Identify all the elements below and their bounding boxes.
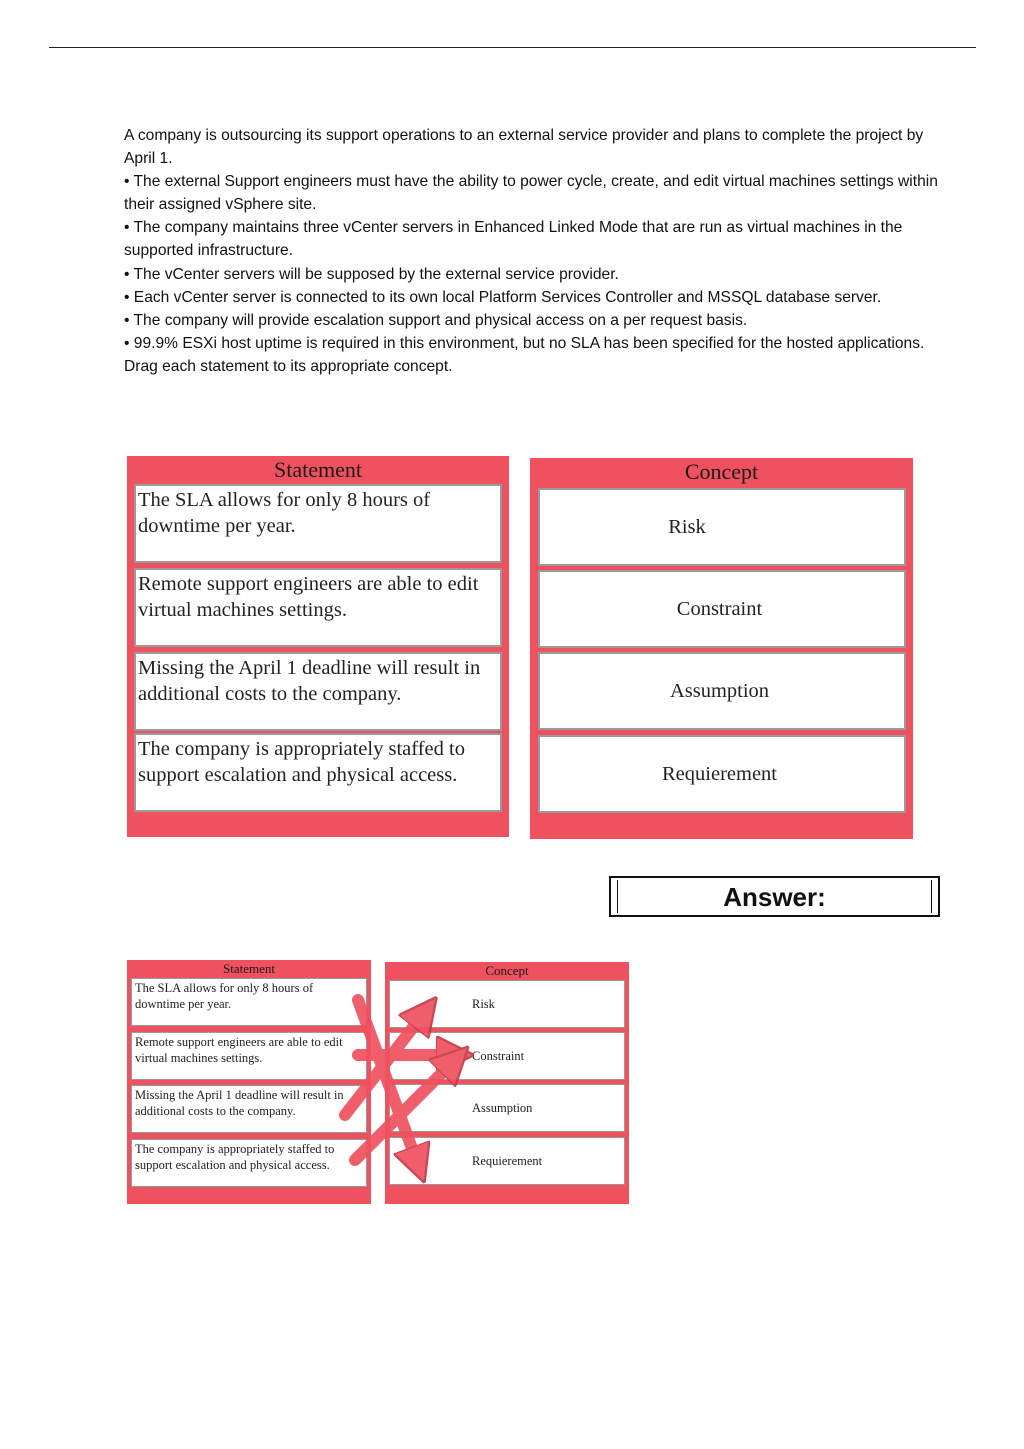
question-line: A company is outsourcing its support operations to an external service provider and plans to complete the project by April 1. [124,127,924,168]
answer-statement-title: Statement [223,961,275,976]
question-line: • The external Support engineers must have the ability to power cycle, create, and edit virtual machines settings within their assigned vSphere site. [124,173,938,214]
statement-card[interactable]: The company is appropriately staffed to support escalation and physical access. [134,733,502,812]
concept-label: Risk [668,515,706,538]
concept-label: Requierement [662,762,777,785]
answer-label: Answer: [723,882,826,912]
statement-card[interactable]: Remote support engineers are able to edit virtual machines settings. [134,568,502,647]
concept-drop-zone[interactable] [538,488,906,566]
answer-concept-card: Constraint [389,1032,625,1080]
answer-statement-card: Missing the April 1 deadline will result in additional costs to the company. [131,1085,367,1133]
statement-card[interactable]: Missing the April 1 deadline will result in additional costs to the company. [134,652,502,731]
question-line: Drag each statement to its appropriate concept. [124,357,453,375]
answer-statement-panel [127,960,371,1204]
question-line: • The vCenter servers will be supposed by the external service provider. [124,265,619,283]
question-line: • 99.9% ESXi host uptime is required in this environment, but no SLA has been specified for the hosted applications. [124,334,925,352]
statement-card[interactable]: The SLA allows for only 8 hours of downtime per year. [134,484,502,563]
answer-statement-card: The company is appropriately staffed to support escalation and physical access. [131,1139,367,1187]
header-rule [49,47,976,48]
concept-drop-zone[interactable] [538,652,906,730]
concept-drop-zone[interactable] [538,570,906,648]
answer-statement-card: The SLA allows for only 8 hours of downtime per year. [131,978,367,1026]
answer-concept-card: Requierement [389,1137,625,1185]
concept-title: Concept [684,459,759,484]
question-text [124,124,944,378]
statement-title: Statement [274,457,362,482]
question-line: • The company will provide escalation support and physical access on a per request basis. [124,311,748,329]
answer-concept-panel [385,962,629,1204]
answer-concept-card: Risk [389,980,625,1028]
concept-label: Assumption [669,679,770,702]
concept-panel [530,458,913,839]
answer-concept-card: Assumption [389,1084,625,1132]
question-line: • The company maintains three vCenter servers in Enhanced Linked Mode that are run as virtual machines in the supported infrastructure. [124,219,903,260]
question-line: • Each vCenter server is connected to its own local Platform Services Controller and MSSQL database server. [124,288,882,306]
concept-label: Constraint [676,597,763,620]
statement-panel [127,456,509,837]
concept-drop-zone[interactable] [538,735,906,813]
answer-concept-title: Concept [485,963,529,978]
answer-statement-card: Remote support engineers are able to edit virtual machines settings. [131,1032,367,1080]
answer-heading-box [609,876,940,917]
